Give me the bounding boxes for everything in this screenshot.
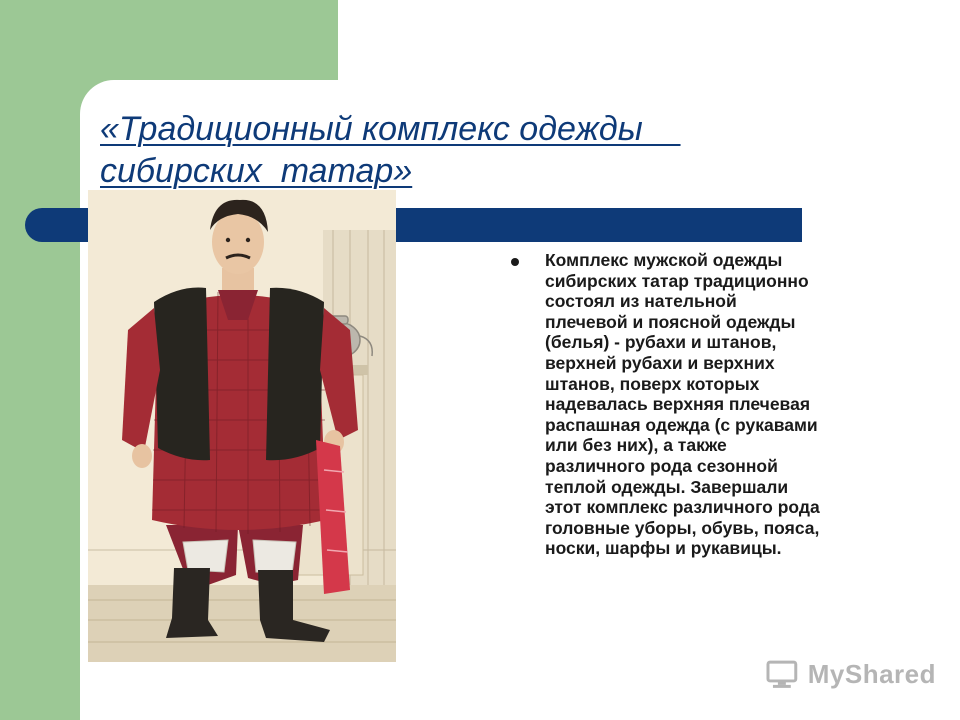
slide-title	[100, 108, 800, 192]
bullet-text	[545, 250, 885, 559]
bullet-line: штанов, поверх которых	[545, 373, 760, 394]
bullet-line: головные уборы, обувь, пояса,	[545, 517, 820, 538]
title-line-1: «Традиционный комплекс одежды	[100, 110, 681, 148]
bullet-line: Комплекс мужской одежды	[545, 250, 783, 270]
bullet-line: верхней рубахи и верхних	[545, 352, 775, 373]
blue-bar-right	[392, 208, 802, 242]
bullet-line: (белья) - рубахи и штанов,	[545, 332, 777, 353]
watermark	[766, 654, 936, 694]
man-in-traditional-siberian-tatar-costume-icon	[88, 190, 396, 662]
bullet-line: состоял из нательной	[545, 291, 737, 312]
bullet-line: распашная одежда (с рукавами	[545, 414, 818, 435]
bullet-dot-icon	[511, 258, 519, 266]
bullet-line: или без них), а также	[545, 435, 727, 456]
bullet-line: этот комплекс различного рода	[545, 497, 820, 518]
list-item	[505, 250, 885, 559]
bullet-line: плечевой и поясной одежды	[545, 311, 796, 332]
bullet-line: различного рода сезонной	[545, 455, 778, 476]
bullet-line: теплой одежды. Завершали	[545, 476, 789, 497]
costume-illustration	[88, 190, 396, 662]
bullet-line: сибирских татар традиционно	[545, 270, 809, 291]
watermark-text: MyShared	[807, 658, 936, 689]
bullet-line: носки, шарфы и рукавицы.	[545, 538, 782, 559]
bullet-list	[505, 250, 885, 559]
title-line-2: сибирских татар»	[100, 152, 413, 190]
bullet-line: надевалась верхняя плечевая	[545, 394, 811, 415]
screen-logo-icon	[766, 659, 800, 689]
